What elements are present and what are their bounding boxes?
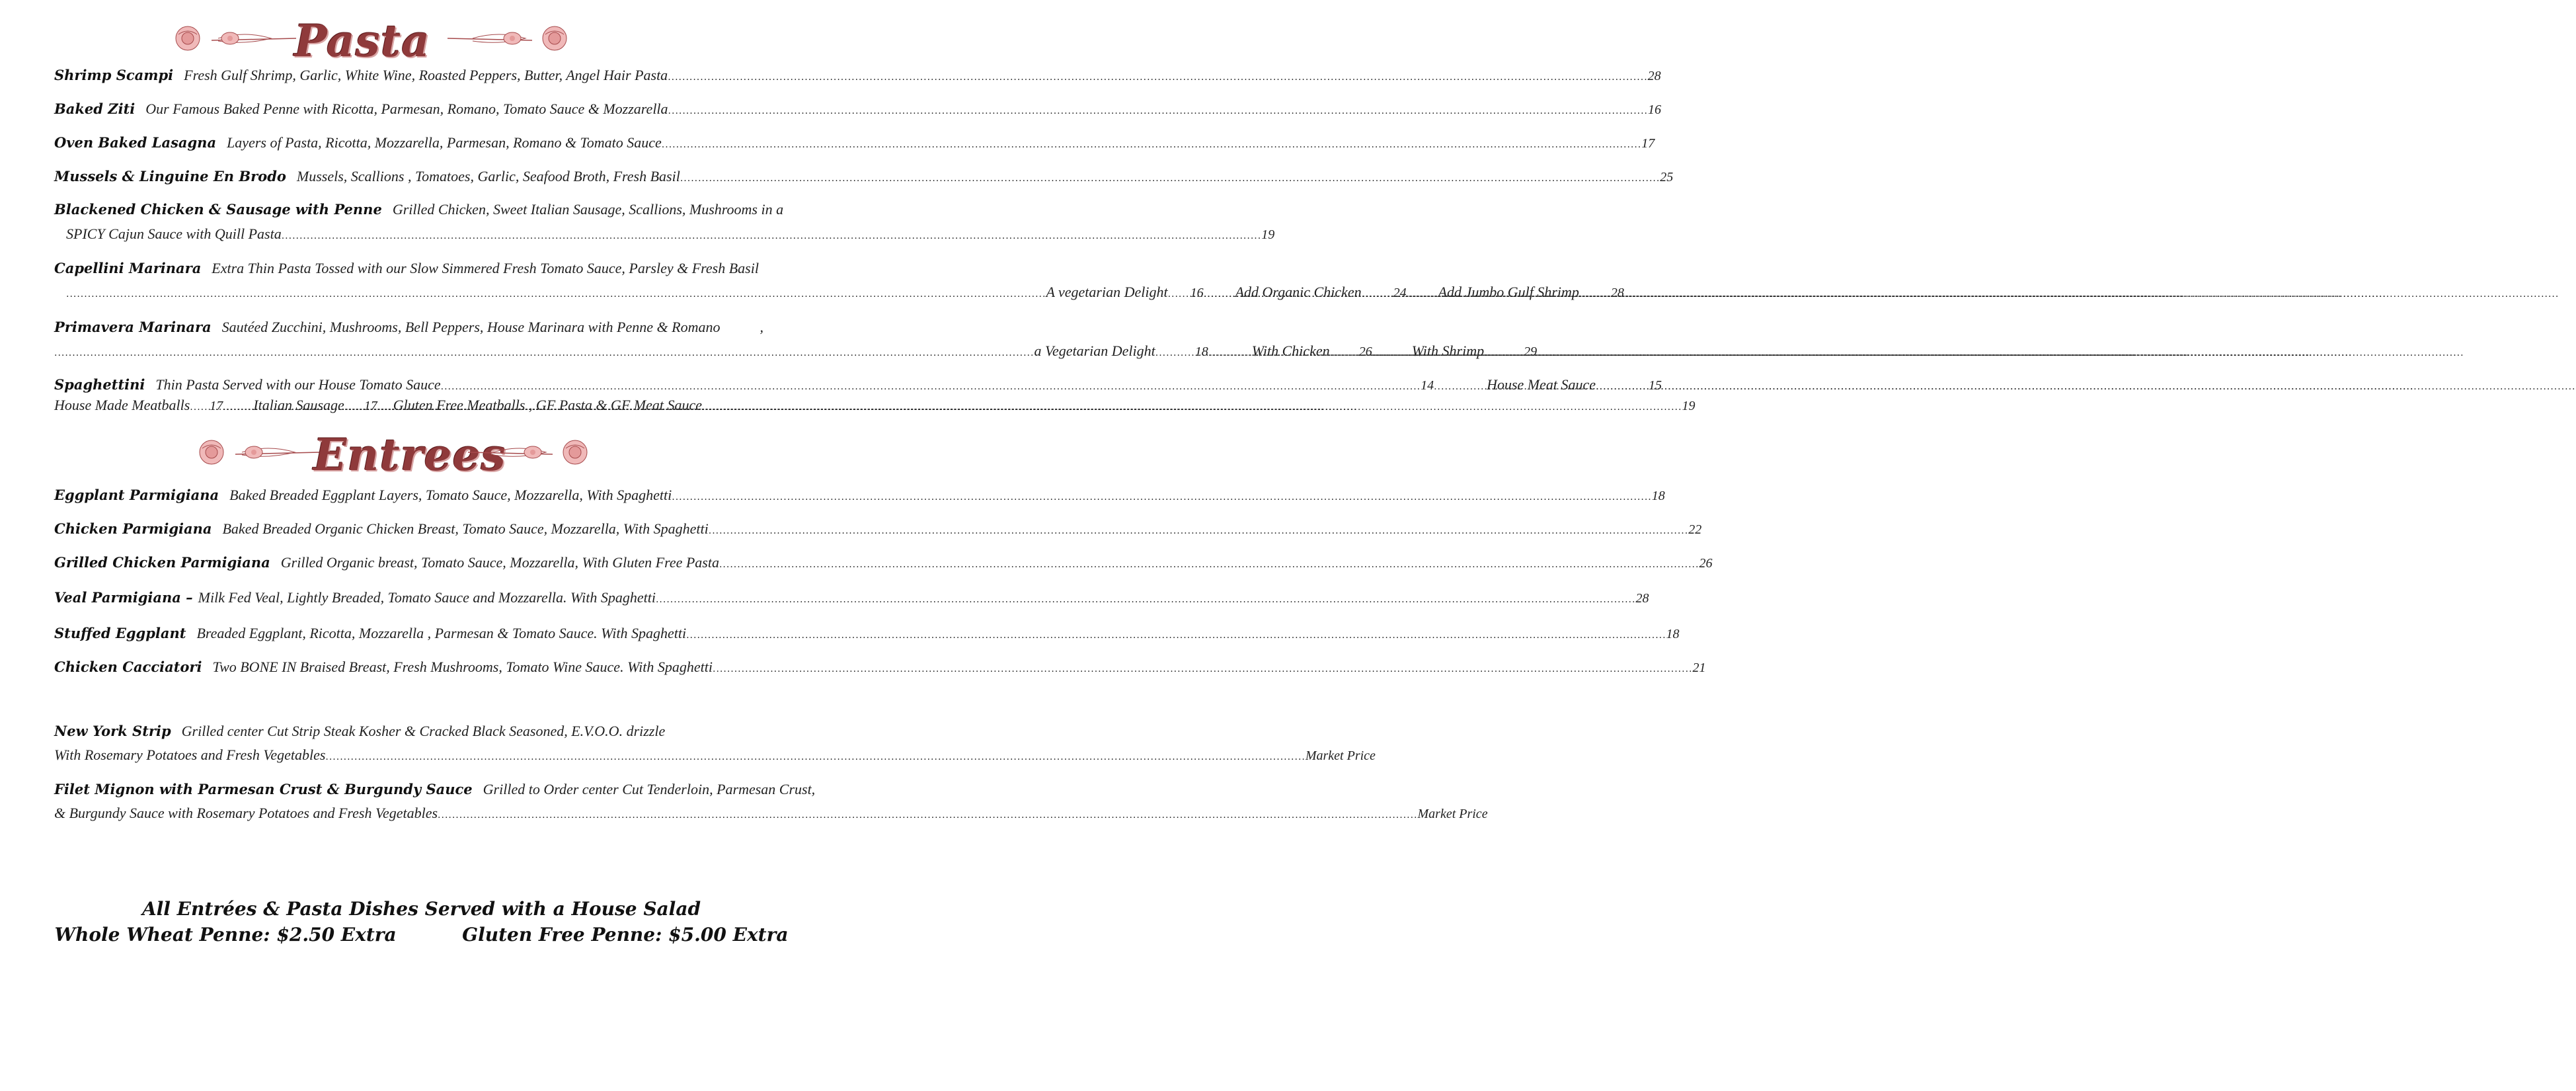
leader-dots — [66, 285, 1046, 303]
item-price: 25 — [1660, 170, 1674, 184]
footer-extras — [0, 924, 843, 946]
leader-dots — [656, 590, 1635, 609]
entrees-title: Entrees — [313, 429, 506, 481]
item-description: Grilled Chicken, Sweet Italian Sausage, Scallions, Mushrooms in a — [392, 201, 784, 218]
item-name: Filet Mignon with Parmesan Crust & Burgundy Sauce — [54, 781, 473, 797]
pasta-header — [172, 15, 582, 67]
leader-dots — [709, 522, 1688, 540]
menu-item-veal-parmigiana — [54, 588, 1649, 609]
item-name: Grilled Chicken Parmigiana — [54, 554, 270, 571]
menu-item-lasagna — [54, 134, 1655, 154]
item-name: Mussels & Linguine En Brodo — [54, 168, 286, 184]
option-label: a Vegetarian Delight — [1034, 343, 1155, 359]
item-trailing-mark: , — [760, 319, 763, 335]
menu-item-primavera — [54, 318, 763, 337]
item-price: 26 — [1699, 556, 1713, 571]
item-price: 18 — [1666, 627, 1680, 641]
menu-item-filet-mignon — [54, 780, 816, 799]
option-label: Gluten Free Meatballs , GF Pasta & GF Meat Sauce — [393, 397, 702, 413]
item-description-cont: & Burgundy Sauce with Rosemary Potatoes and Fresh Vegetables — [54, 805, 438, 821]
footer-house-salad-note: All Entrées & Pasta Dishes Served with a House Salad — [141, 898, 701, 920]
item-price: 28 — [1635, 591, 1649, 606]
leader-dots — [1362, 285, 1393, 303]
menu-item-stuffed-eggplant — [54, 624, 1680, 645]
item-price: 18 — [1651, 489, 1665, 503]
rose-flourish-left-icon — [172, 24, 297, 57]
option-label: House Made Meatballs — [54, 397, 190, 413]
item-price: 22 — [1688, 522, 1702, 537]
leader-dots — [686, 626, 1666, 645]
leader-dots — [1372, 344, 1412, 362]
menu-item-chicken-cacciatori — [54, 658, 1706, 678]
leader-dots — [1155, 344, 1195, 362]
option-price: 28 — [1610, 286, 1624, 300]
menu-item-primavera-options — [54, 342, 1538, 362]
option-label: Add Jumbo Gulf Shrimp — [1438, 284, 1579, 300]
leader-dots — [668, 68, 1647, 87]
item-description: Sautéed Zucchini, Mushrooms, Bell Peppers, House Marinara with Penne & Romano — [221, 319, 721, 335]
leader-dots — [1407, 285, 1438, 303]
item-name: New York Strip — [54, 723, 171, 739]
menu-item-capellini — [54, 259, 759, 278]
leader-dots — [438, 806, 1417, 825]
whole-wheat-penne-note: Whole Wheat Penne: $2.50 Extra — [54, 924, 397, 946]
menu-item-blackened-chicken-line2 — [66, 225, 1275, 245]
leader-dots — [1434, 378, 1487, 396]
item-name: Chicken Cacciatori — [54, 659, 202, 675]
item-name: Shrimp Scampi — [54, 67, 174, 83]
option-label: Italian Sausage — [253, 397, 344, 413]
leader-dots — [344, 398, 364, 417]
option-price: 15 — [1649, 378, 1662, 393]
item-description: Grilled Organic breast, Tomato Sauce, Mozzarella, With Gluten Free Pasta — [280, 554, 719, 571]
item-name: Blackened Chicken & Sausage with Penne — [54, 201, 382, 218]
leader-dots — [719, 555, 1699, 574]
leader-dots — [713, 660, 1692, 678]
option-price: 18 — [1194, 344, 1208, 359]
option-label: With Shrimp — [1411, 343, 1485, 359]
menu-item-mussels-linguine — [54, 167, 1674, 188]
leader-dots — [680, 169, 1660, 188]
item-price: 17 — [1641, 136, 1655, 151]
item-price: Market Price — [1305, 748, 1376, 763]
option-price: 17 — [210, 399, 223, 413]
item-description: Breaded Eggplant, Ricotta, Mozzarella , Parmesan & Tomato Sauce. With Spaghetti — [196, 625, 687, 641]
item-name: Oven Baked Lasagna — [54, 134, 217, 151]
option-label: House Meat Sauce — [1487, 376, 1596, 393]
leader-dots — [1330, 344, 1359, 362]
menu-item-spaghettini-line2 — [54, 396, 1696, 417]
menu-item-shrimp-scampi — [54, 66, 1661, 87]
item-name: Veal Parmigiana – — [54, 589, 193, 606]
item-price: 19 — [1261, 227, 1275, 242]
item-description-cont: SPICY Cajun Sauce with Quill Pasta — [66, 225, 282, 242]
rose-flourish-right-icon — [467, 438, 592, 471]
pasta-title: Pasta — [294, 15, 431, 67]
item-name: Primavera Marinara — [54, 319, 212, 335]
item-description: Thin Pasta Served with our House Tomato Sauce — [155, 376, 441, 393]
option-label: With Chicken — [1251, 343, 1330, 359]
leader-dots — [54, 344, 1034, 362]
option-price: 17 — [364, 399, 377, 413]
item-name: Baked Ziti — [54, 101, 136, 117]
leader-dots — [1484, 344, 1524, 362]
menu-item-filet-mignon-line2 — [54, 804, 1488, 825]
item-description: Mussels, Scallions , Tomatoes, Garlic, Seafood Broth, Fresh Basil — [296, 168, 680, 184]
menu-item-spaghettini — [54, 376, 1662, 396]
menu-item-baked-ziti — [54, 100, 1661, 120]
menu-item-capellini-options — [66, 283, 1624, 303]
menu-item-chicken-parmigiana — [54, 520, 1702, 540]
option-label: A vegetarian Delight — [1046, 284, 1168, 300]
item-name: Stuffed Eggplant — [54, 625, 186, 641]
leader-dots — [190, 398, 210, 417]
leader-dots — [1579, 285, 1611, 303]
item-name: Chicken Parmigiana — [54, 520, 212, 537]
item-description: Fresh Gulf Shrimp, Garlic, White Wine, Roasted Peppers, Butter, Angel Hair Pasta — [184, 67, 668, 83]
rose-flourish-right-icon — [446, 24, 572, 57]
item-description: Grilled center Cut Strip Steak Kosher & Cracked Black Seasoned, E.V.O.O. drizzle — [181, 723, 666, 739]
item-name: Eggplant Parmigiana — [54, 487, 219, 503]
option-price: 19 — [1682, 399, 1696, 413]
item-description: Grilled to Order center Cut Tenderloin, Parmesan Crust, — [483, 781, 816, 797]
item-description: Two BONE IN Braised Breast, Fresh Mushrooms, Tomato Wine Sauce. With Spaghetti — [212, 659, 713, 675]
leader-dots — [377, 398, 393, 417]
item-price: 16 — [1648, 102, 1661, 117]
leader-dots — [282, 227, 1261, 245]
menu-item-eggplant-parmigiana — [54, 486, 1665, 506]
option-label: Add Organic Chicken — [1235, 284, 1362, 300]
option-price: 24 — [1393, 286, 1407, 300]
leader-dots — [672, 488, 1651, 506]
leader-dots — [325, 748, 1305, 766]
gluten-free-penne-note: Gluten Free Penne: $5.00 Extra — [462, 924, 789, 946]
leader-dots — [1596, 378, 1649, 396]
item-name: Capellini Marinara — [54, 260, 202, 276]
item-description: Extra Thin Pasta Tossed with our Slow Simmered Fresh Tomato Sauce, Parsley & Fresh Basil — [212, 260, 759, 276]
item-name: Spaghettini — [54, 376, 145, 393]
item-description-cont: With Rosemary Potatoes and Fresh Vegetables — [54, 747, 326, 763]
leader-dots — [1204, 285, 1235, 303]
leader-dots — [441, 378, 1421, 396]
menu-item-new-york-strip — [54, 722, 747, 741]
leader-dots — [223, 398, 253, 417]
entrees-header — [196, 428, 605, 481]
item-price: 21 — [1692, 661, 1706, 675]
item-price: Market Price — [1417, 807, 1488, 821]
leader-dots — [662, 136, 1641, 154]
leader-dots — [702, 398, 1682, 417]
option-price: 29 — [1524, 344, 1538, 359]
leader-dots — [1208, 344, 1252, 362]
item-price: 28 — [1647, 69, 1661, 83]
menu-item-blackened-chicken — [54, 200, 784, 219]
item-price: 14 — [1421, 378, 1434, 393]
leader-dots — [668, 102, 1648, 120]
item-description: Milk Fed Veal, Lightly Breaded, Tomato Sauce and Mozzarella. With Spaghetti — [198, 589, 656, 606]
menu-item-new-york-strip-line2 — [54, 746, 1376, 766]
option-price: 16 — [1190, 286, 1204, 300]
option-price: 26 — [1358, 344, 1372, 359]
item-description: Our Famous Baked Penne with Ricotta, Parmesan, Romano, Tomato Sauce & Mozzarella — [145, 101, 668, 117]
item-description: Baked Breaded Eggplant Layers, Tomato Sauce, Mozzarella, With Spaghetti — [229, 487, 672, 503]
leader-dots — [1168, 285, 1190, 303]
menu-item-grilled-chicken-parmigiana — [54, 553, 1713, 574]
rose-flourish-left-icon — [196, 438, 321, 471]
item-description: Baked Breaded Organic Chicken Breast, Tomato Sauce, Mozzarella, With Spaghetti — [222, 520, 709, 537]
item-description: Layers of Pasta, Ricotta, Mozzarella, Parmesan, Romano & Tomato Sauce — [227, 134, 662, 151]
